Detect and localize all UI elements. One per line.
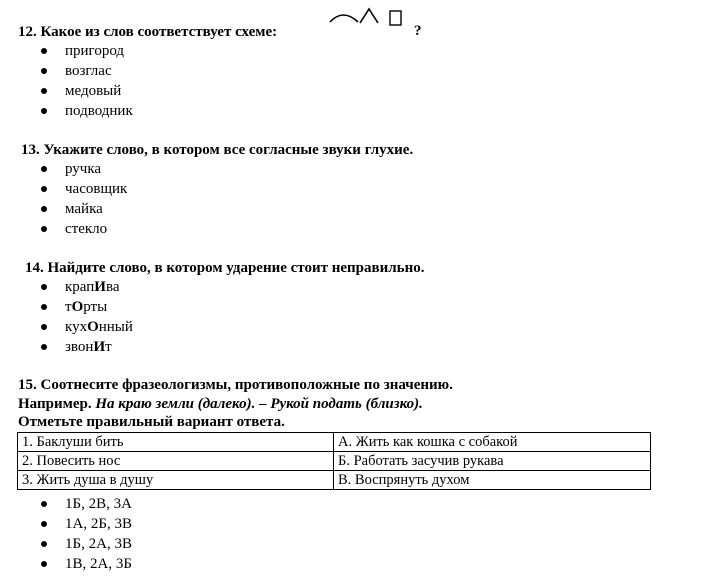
q14-title: 14. Найдите слово, в котором ударение стоит неправильно. (25, 260, 425, 276)
list-item[interactable]: кухОнный (41, 317, 133, 337)
list-item[interactable]: подводник (41, 101, 133, 121)
list-item[interactable]: 1В, 2А, 3Б (41, 554, 132, 574)
bullet-icon (41, 561, 47, 567)
bullet-icon (41, 541, 47, 547)
list-item[interactable]: звонИт (41, 337, 133, 357)
list-item[interactable]: крапИва (41, 277, 133, 297)
list-item[interactable]: майка (41, 199, 127, 219)
example-text: На краю земли (далеко). – Рукой подать (близко). (95, 396, 423, 412)
bullet-icon (41, 88, 47, 94)
table-cell: 1. Баклуши бить (18, 433, 334, 452)
table-row (18, 471, 651, 490)
bullet-icon (41, 226, 47, 232)
q15-example (18, 395, 423, 413)
bullet-icon (41, 344, 47, 350)
table-row (18, 433, 651, 452)
list-item[interactable]: стекло (41, 219, 127, 239)
list-item[interactable]: медовый (41, 81, 133, 101)
q13-title: 13. Укажите слово, в котором все согласные звуки глухие. (21, 142, 414, 158)
bullet-icon (41, 206, 47, 212)
q12-title: 12. Какое из слов соответствует схеме: (18, 24, 278, 40)
list-item[interactable]: тОрты (41, 297, 133, 317)
table-cell: А. Жить как кошка с собакой (334, 433, 651, 452)
table-cell: 2. Повесить нос (18, 452, 334, 471)
bullet-icon (41, 324, 47, 330)
bullet-icon (41, 304, 47, 310)
q15-title: 15. Соотнесите фразеологизмы, противоположные по значению. (18, 377, 453, 393)
table-cell: 3. Жить душа в душу (18, 471, 334, 490)
morpheme-scheme-icon (328, 6, 406, 30)
q13-options (41, 159, 127, 239)
table-cell: В. Воспрянуть духом (334, 471, 651, 490)
bullet-icon (41, 48, 47, 54)
list-item[interactable]: пригород (41, 41, 133, 61)
bullet-icon (41, 68, 47, 74)
list-item[interactable]: 1Б, 2А, 3В (41, 534, 132, 554)
q14-options (41, 277, 133, 357)
q15-options (41, 494, 132, 574)
list-item[interactable]: 1Б, 2В, 3А (41, 494, 132, 514)
bullet-icon (41, 501, 47, 507)
q12-options (41, 41, 133, 121)
list-item[interactable]: 1А, 2Б, 3В (41, 514, 132, 534)
bullet-icon (41, 108, 47, 114)
list-item[interactable]: часовщик (41, 179, 127, 199)
question-mark: ? (414, 23, 422, 39)
match-table (17, 432, 651, 490)
bullet-icon (41, 166, 47, 172)
table-cell: Б. Работать засучив рукава (334, 452, 651, 471)
table-row (18, 452, 651, 471)
list-item[interactable]: ручка (41, 159, 127, 179)
example-label: Например. (18, 396, 92, 412)
list-item[interactable]: возглас (41, 61, 133, 81)
q15-instruction: Отметьте правильный вариант ответа. (18, 414, 285, 430)
bullet-icon (41, 284, 47, 290)
bullet-icon (41, 521, 47, 527)
bullet-icon (41, 186, 47, 192)
